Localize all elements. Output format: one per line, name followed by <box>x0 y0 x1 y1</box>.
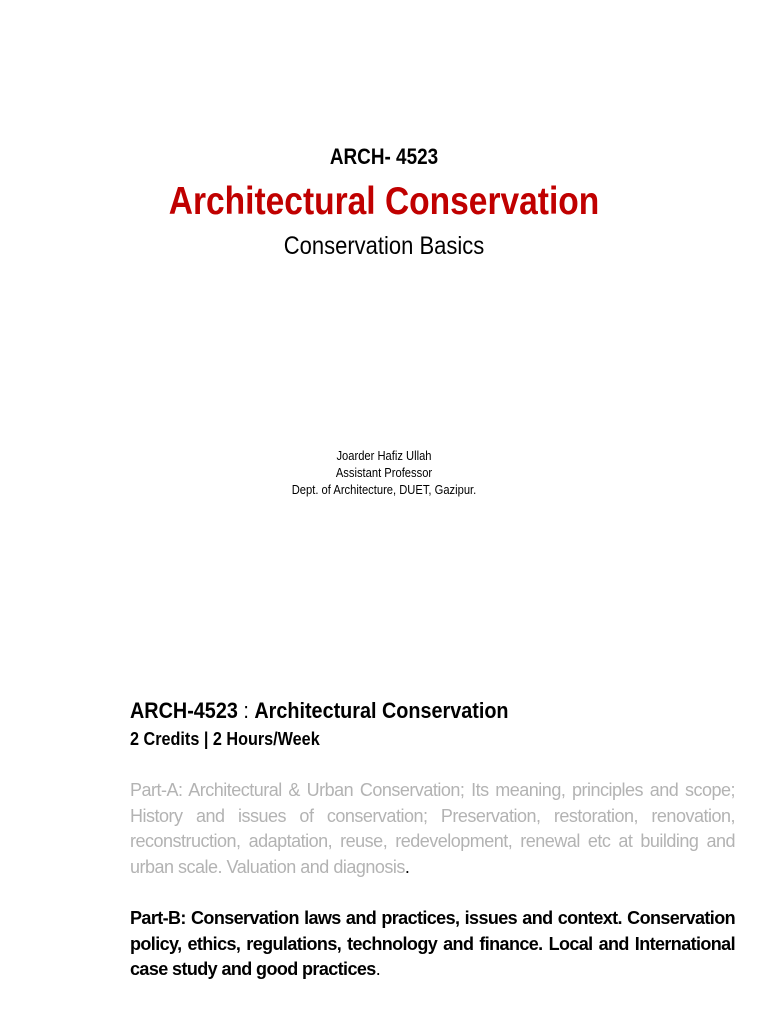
part-a-text: Part-A: Architectural & Urban Conservation; Its meaning, principles and scope; History and issues of conservation; Preservation, restoration, renovation, reconstruction, adaptation, reuse, redevelopment, renewal etc at building and urban scale. Valuation and diagnosis <box>130 780 735 877</box>
author-department: Dept. of Architecture, DUET, Gazipur. <box>291 482 477 497</box>
course-title: Architectural Conservation <box>168 180 600 223</box>
syllabus-heading-code: ARCH-4523 <box>130 698 238 723</box>
part-a-paragraph <box>130 778 735 880</box>
syllabus-heading-name: Architectural Conservation <box>254 698 509 723</box>
part-b-paragraph <box>130 906 735 983</box>
author-position: Assistant Professor <box>335 465 433 480</box>
part-a-period: . <box>404 856 410 877</box>
syllabus-slide <box>0 650 768 1024</box>
syllabus-heading-separator: : <box>237 698 255 723</box>
course-subtitle: Conservation Basics <box>283 232 485 260</box>
syllabus-heading <box>130 698 509 724</box>
author-block <box>54 447 714 498</box>
credits-line: 2 Credits | 2 Hours/Week <box>130 729 320 749</box>
part-b-period: . <box>375 959 381 979</box>
author-name: Joarder Hafiz Ullah <box>336 448 432 463</box>
part-b-text: Part-B: Conservation laws and practices, issues and context. Conservation policy, ethics, regulations, technology and finance. Local and International case study and good practices <box>130 908 735 979</box>
course-code: ARCH- 4523 <box>329 144 439 169</box>
